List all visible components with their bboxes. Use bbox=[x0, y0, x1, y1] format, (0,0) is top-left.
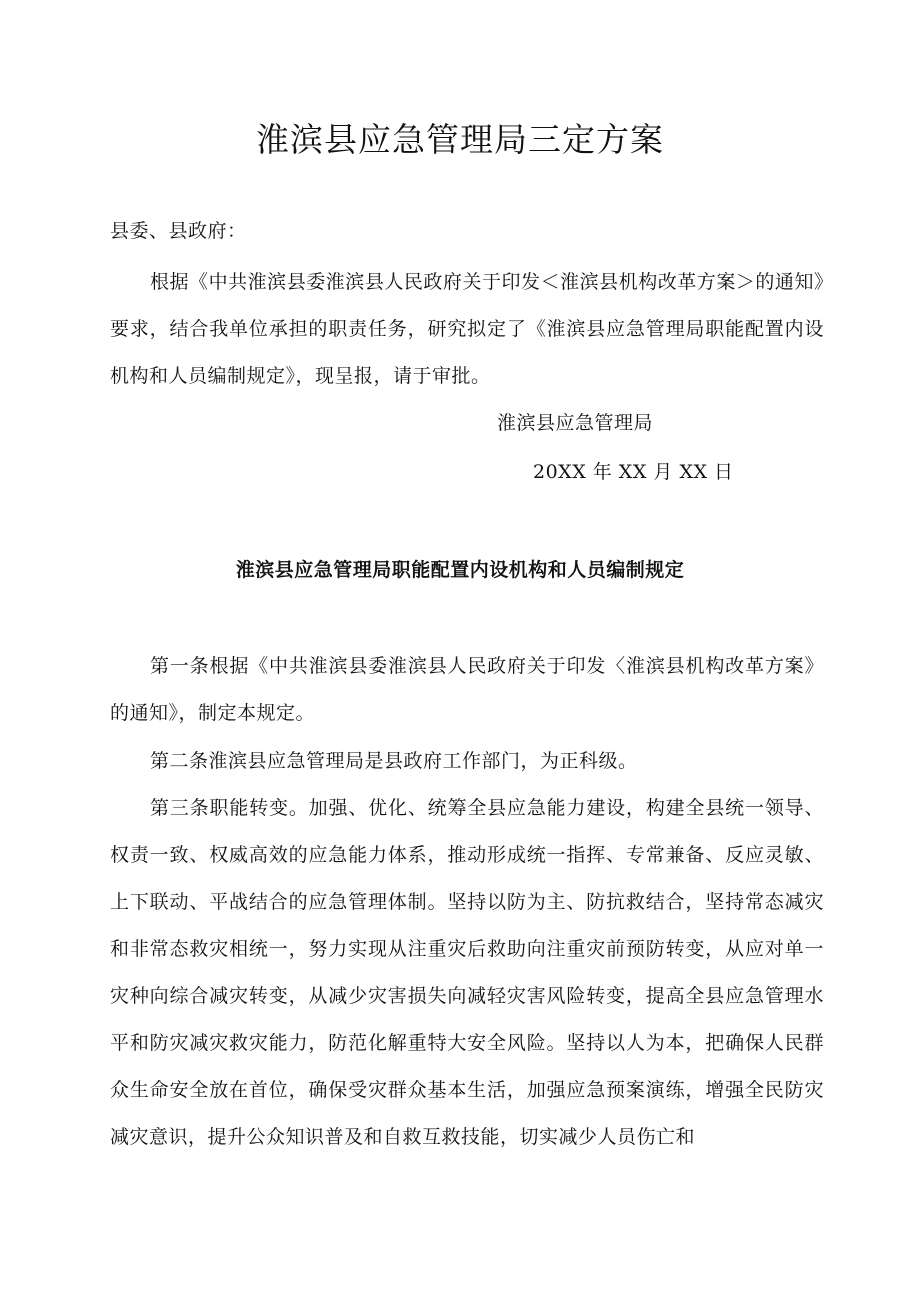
article-3-paragraph: 第三条职能转变。加强、优化、统筹全县应急能力建设，构建全县统一领导、权责一致、权威高效的应急能力体系，推动形成统一指挥、专常兼备、反应灵敏、上下联动、平战结合的应急管理体制。坚持以防为主、防抗救结合，坚持常态减灾和非常态救灾相统一，努力实现从注重灾后救助向注重灾前预防转变，从应对单一灾种向综合减灾转变，从减少灾害损失向减轻灾害风险转变，提高全县应急管理水平和防灾减灾救灾能力，防范化解重特大安全风险。坚持以人为本，把确保人民群众生命安全放在首位，确保受灾群众基本生活，加强应急预案演练，增强全民防灾减灾意识，提升公众知识普及和自救互救技能，切实减少人员伤亡和 bbox=[110, 797, 824, 1148]
document-title: 淮滨县应急管理局三定方案 bbox=[256, 120, 664, 159]
salutation: 县委、县政府： bbox=[110, 220, 247, 242]
regulation-subtitle: 淮滨县应急管理局职能配置内设机构和人员编制规定 bbox=[235, 559, 685, 581]
intro-paragraph: 根据《中共淮滨县委淮滨县人民政府关于印发＜淮滨县机构改革方案＞的通知》要求，结合我单位承担的职责任务，研究拟定了《淮滨县应急管理局职能配置内设机构和人员编制规定》，现呈报，请于审批。 bbox=[110, 271, 824, 387]
signature-organization: 淮滨县应急管理局 bbox=[497, 412, 654, 434]
article-1-paragraph: 第一条根据《中共淮滨县委淮滨县人民政府关于印发〈淮滨县机构改革方案》的通知》，制定本规定。 bbox=[110, 655, 824, 724]
article-2-paragraph: 第二条淮滨县应急管理局是县政府工作部门，为正科级。 bbox=[150, 750, 638, 772]
signature-date: 20XX 年 XX 月 XX 日 bbox=[533, 461, 734, 483]
